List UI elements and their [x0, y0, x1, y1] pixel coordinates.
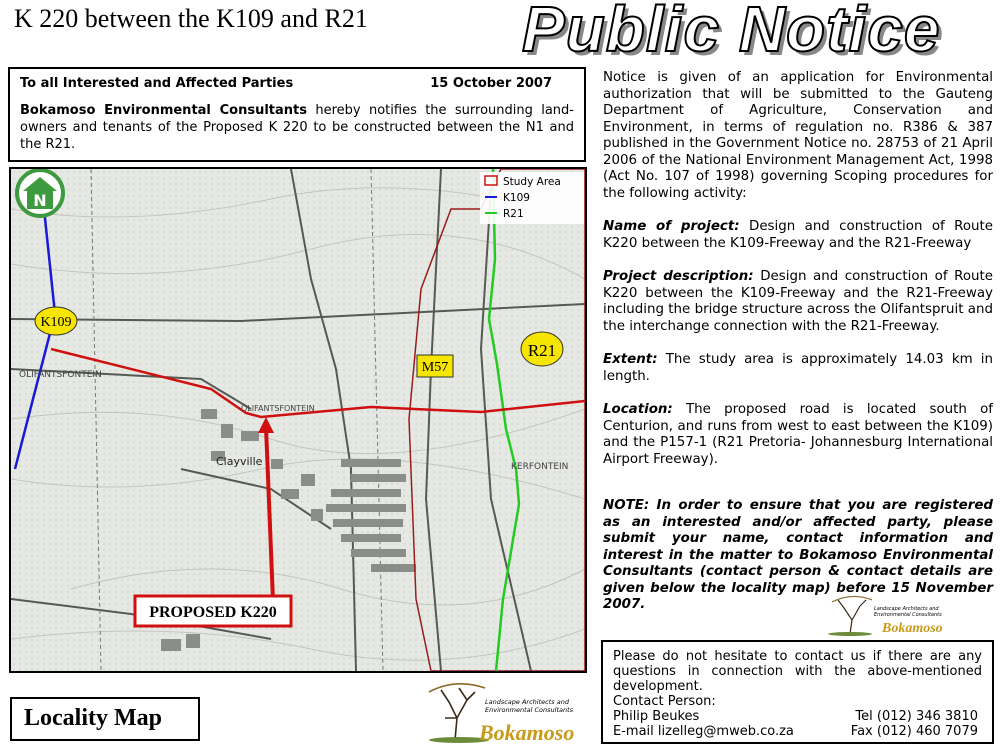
contact-tel: Tel (012) 346 3810	[855, 709, 978, 724]
intro-body	[20, 102, 574, 153]
project-description-para	[603, 269, 993, 335]
olifantsfontein-label: OLIFANTSFONTEIN	[19, 370, 102, 380]
kerfontein-label: KERFONTEIN	[511, 462, 569, 472]
contact-person-name: Philip Beukes	[613, 709, 700, 724]
locality-map-title: Locality Map	[10, 697, 200, 741]
public-notice-title: Public Notice	[522, 0, 941, 65]
notice-date: 15 October 2007	[430, 76, 552, 91]
legend-study-area: Study Area	[503, 176, 561, 188]
olifantsfontein-label-2: OLIFANTSFONTEIN	[241, 404, 315, 413]
contact-email[interactable]: E-mail lizelleg@mweb.co.za	[613, 724, 794, 739]
project-name-text: Design and construction of Route K220 between the K109-Freeway and the R21-Freeway	[603, 219, 993, 251]
k109-marker-label: K109	[40, 315, 72, 330]
location-text: The proposed road is located south of Centurion, and runs from west to east between the K109) and the P157-1 (R21 Pretoria- Johannesburg International Airport Freeway).	[603, 402, 993, 467]
map-legend	[480, 172, 584, 224]
legend-k109: K109	[503, 192, 530, 204]
logo-tagline-2: Environmental Consultants	[485, 706, 574, 714]
project-description-text: Design and construction of Route K220 between the K109-Freeway and the R21-Freeway including the bridge structure across the Olifantspruit and the interchange connection with the R21-Freeway.	[603, 269, 994, 334]
clayville-label: Clayville	[216, 455, 263, 468]
m57-marker	[417, 355, 453, 377]
addressee: To all Interested and Affected Parties	[20, 76, 294, 91]
bokamoso-logo-bottom	[415, 678, 595, 744]
logo-tagline-1: Landscape Architects and	[874, 606, 939, 612]
logo-name: Bokamoso	[882, 621, 943, 636]
intro-header	[20, 75, 574, 92]
r21-marker	[521, 332, 563, 366]
company-name: Bokamoso Environmental Consultants	[20, 103, 308, 118]
registration-note: NOTE: In order to ensure that you are registered as an interested and/or affected party, please submit your name, contact information and interest in the matter to Bokamoso Environmental Consultants (contact person & contact details are given below the locality map) before 15 November 2007.	[603, 498, 993, 612]
proposed-k220-label: PROPOSED K220	[149, 604, 277, 621]
logo-ground	[828, 632, 872, 636]
contact-message: Please do not hesitate to contact us if there are any questions in connection with the above-mentioned development.	[613, 649, 982, 694]
logo-tagline-2: Environmental Consultants	[874, 612, 942, 618]
map-canvas	[11, 169, 585, 671]
r21-marker-label: R21	[527, 341, 557, 360]
proposed-k220-callout	[135, 596, 291, 626]
project-description-label: Project description:	[603, 269, 754, 284]
k109-marker	[35, 307, 77, 335]
locality-map	[9, 167, 587, 673]
contact-row-1	[613, 709, 982, 724]
extent-text: The study area is approximately 14.03 km in length.	[603, 352, 993, 384]
contact-fax: Fax (012) 460 7079	[850, 724, 978, 739]
n1-shield-icon	[17, 170, 63, 216]
m57-marker-label: M57	[421, 360, 449, 375]
n1-letter: N	[33, 191, 47, 210]
application-intro: Notice is given of an application for Environmental authorization that will be submitted to the Gauteng Department of Agriculture, Conservation and Environment, in terms of regulation no. R386 & 387 published in the Government Notice no. 28753 of 21 April 2006 of the National Environment Management Act, 1998 (Act No. 107 of 1998) governing Scoping procedures for the following activity:	[603, 70, 993, 201]
location-para	[603, 402, 993, 468]
contact-person-label: Contact Person:	[613, 694, 716, 709]
project-name-para	[603, 219, 993, 252]
location-label: Location:	[603, 402, 673, 417]
extent-para	[603, 352, 993, 385]
legend-r21: R21	[503, 208, 524, 220]
contact-box	[601, 640, 994, 744]
logo-tagline-1: Landscape Architects and	[485, 698, 569, 706]
intro-box	[8, 67, 586, 162]
contact-row-2	[613, 724, 982, 739]
tree-icon	[429, 684, 485, 740]
project-name-label: Name of project:	[603, 219, 740, 234]
notice-details	[603, 70, 993, 631]
extent-label: Extent:	[603, 352, 658, 367]
intro-text: hereby notifies the surrounding land-owners and tenants of the Proposed K 220 to be constructed between the N1 and the R21.	[20, 103, 574, 152]
logo-name: Bokamoso	[479, 720, 575, 744]
road-title: K 220 between the K109 and R21	[14, 4, 368, 33]
